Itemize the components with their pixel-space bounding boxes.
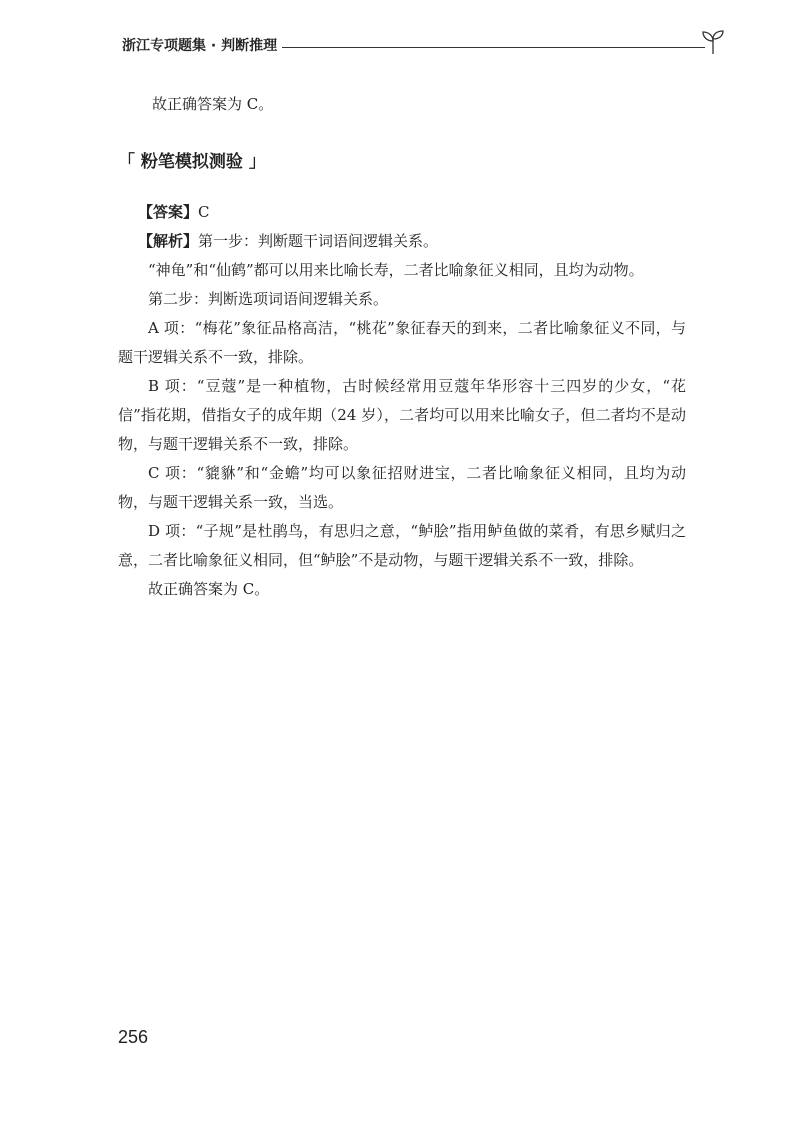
answer-label: 【答案】 — [138, 203, 199, 221]
top-conclusion: 故正确答案为 C。 — [152, 95, 274, 113]
analysis-step1 — [138, 227, 438, 256]
analysis-step2: 第二步：判断选项词语间逻辑关系。 — [148, 290, 389, 308]
answer-value: C — [198, 203, 210, 221]
conclusion: 故正确答案为 C。 — [148, 580, 270, 598]
option-b: B 项：“豆蔻”是一种植物，古时候经常用豆蔻年华形容十三四岁的少女，“花信”指花期，借指女子的成年期（24 岁），二者均可以用来比喻女子，但二者均不是动物，与题干逻辑关系不一致，排除。 — [118, 377, 686, 453]
option-a: A 项：“梅花”象征品格高洁，“桃花”象征春天的到来，二者比喻象征义不同，与题干逻辑关系不一致，排除。 — [118, 319, 686, 366]
analysis-label: 【解析】 — [138, 232, 199, 250]
sprout-icon — [699, 28, 727, 56]
header-rule — [282, 47, 705, 48]
answer-line — [138, 198, 210, 227]
section-title: 「 粉笔模拟测验 」 — [118, 152, 266, 172]
option-c: C 项：“貔貅”和“金蟾”均可以象征招财进宝，二者比喻象征义相同，且均为动物，与题干逻辑关系一致，当选。 — [118, 464, 686, 511]
stem-relation: “神龟”和“仙鹤”都可以用来比喻长寿，二者比喻象征义相同，且均为动物。 — [148, 261, 644, 279]
option-d: D 项：“子规”是杜鹃鸟，有思归之意，“鲈脍”指用鲈鱼做的菜肴，有思乡赋归之意，二者比喻象征义相同，但“鲈脍”不是动物，与题干逻辑关系不一致，排除。 — [118, 522, 686, 569]
running-header — [122, 34, 727, 58]
page-number: 256 — [118, 1027, 149, 1047]
analysis-step1-text: 第一步：判断题干词语间逻辑关系。 — [198, 232, 439, 250]
header-title: 浙江专项题集 · 判断推理 — [122, 38, 278, 54]
